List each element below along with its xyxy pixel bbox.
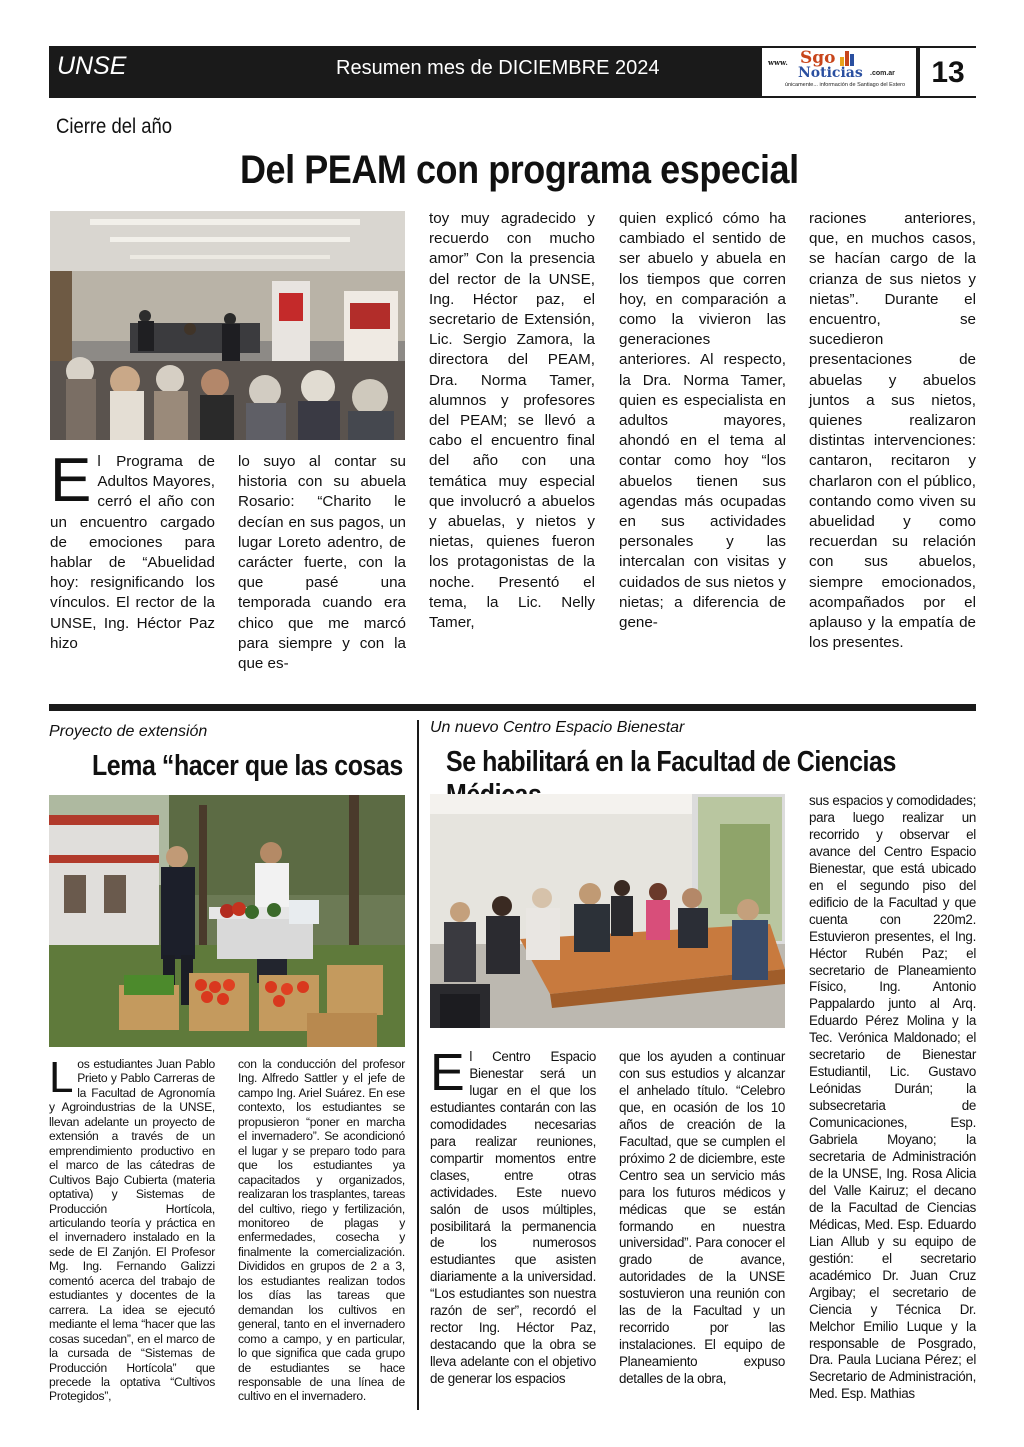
header-title: Resumen mes de DICIEMBRE 2024 (336, 57, 660, 79)
logo-sgo: Sgo (800, 48, 836, 68)
article2-column-2: con la conducción del profesor Ing. Alfredo Sattler y el jefe de campo Ing. Ariel Suárez. En ese contexto, los estudiantes se propusieron “poner en marcha el invernadero”. Se acondicionó el lugar y se preparo todo para que los estudiantes ya capacitados y organizados, realizaran los trasplantes, tareas del cultivo, riego y fertilización, monitoreo de plagas y enfermedades, cosecha y finalmente la comercialización. Divididos en grupos de 2 a 3, los estudiantes realizan todos los días las tareas que demandan los cultivos en general, tanto en el invernadero como a campo, y en particular, lo que significa que cada grupo de estudiantes se hace responsable de una línea de cultivo en el invernadero. (238, 1057, 405, 1404)
article1-section: Cierre del año (56, 115, 173, 138)
article2-headline: Lema “hacer que las cosas (92, 750, 403, 782)
article1-column-2: lo suyo al contar su historia con su abuela Rosario: “Charito le decían en sus pagos, un lugar Loreto adentro, de carácter fuerte, con la que pasé una temporada cuando era chico que me marcó para siempre y con la que es- (238, 453, 406, 673)
article3-column-2: que los ayuden a continuar con sus estudios y alcanzar el anhelado título. “Celebro que, en ocasión de los 10 años de creación de la Facultad, que se cumplen el próximo 2 de diciembre, este Centro sea un servicio más para los futuros médicos y médicas que se están formando en nuestra universidad”. Para conocer el grado de avance, autoridades de la UNSE sostuvieron una reunión con las de la Facultad y un recorrido por las instalaciones. El equipo de Planeamiento expuso detalles de la obra, (619, 1049, 785, 1387)
section-divider (49, 704, 976, 711)
article3-col1-text: l Centro Espacio Bienestar será un lugar en el que los estudiantes contarán con las comodidades necesarias para realizar reuniones, compartir momentos entre clases, entre otras actividades. Este nuevo salón de usos múltiples, posibilitará la permanencia de los numerosos estudiantes que asisten diariamente a la universidad. “Los estudiantes son nuestra razón de ser”, recordó el rector Ing. Héctor Paz, destacando que la obra se lleva adelante con el objetivo de generar los espacios (430, 1049, 596, 1387)
logo-bars-icon (840, 51, 854, 66)
article1-column-1 (50, 446, 215, 654)
logo-noticias: Noticias (798, 65, 863, 81)
article3-column-1 (430, 1044, 596, 1388)
logo-www: www. (768, 58, 788, 67)
article3-column-3: sus espacios y comodidades; para luego realizar un recorrido y observar el avance del Centro Espacio Bienestar, que está ubicado en el segundo piso del edificio de la Facultad y que cuenta con 220m2. Estuvieron presentes, el Ing. Héctor Rubén Paz; el secretario de Planeamiento Físico, Ing. Antonio Pappalardo junto al Arq. Eduardo Pérez Molina y la Tec. Verónica Maldonado; el secretario de Bienestar Estudiantil, Lic. Gustavo Leónidas Durán; la subsecretaria de Comunicaciones, Esp. Gabriela Moyano; la secretaria de Administración de la UNSE, Ing. Rosa Alicia del Valle Kairuz; el decano de la Facultad de Ciencias Médicas, Med. Esp. Eduardo Lian Allub y su equipo de gestión: el secretario académico Dr. Juan Cruz Argibay; el secretario de Ciencia y Técnica Dr. Melchor Emilio Luque y la responsable de Posgrado, Dra. Paula Luciana Pérez; el Secretario de Administración, Med. Esp. Mathias (809, 793, 976, 1402)
column-divider (417, 720, 419, 1410)
header-section: UNSE (57, 52, 127, 80)
sgo-noticias-logo (762, 48, 916, 96)
article1-photo (50, 211, 405, 440)
article3-drop-cap: E (430, 1044, 465, 1102)
article2-column-1 (49, 1053, 215, 1404)
article1-column-4: quien explicó cómo ha cambiado el sentido de ser abuelo y abuela en los tiempos que corren hoy, en comparación a como la vivieron las generaciones anteriores. Al respecto, la Dra. Norma Tamer, quien es especialista en adultos mayores, ahondó en el tema al contar como hoy “los abuelos tienen sus agendas más ocupadas en sus actividades personales y las intercalan con visitas y cuidados de sus nietos y nietas; a diferencia de gene- (619, 210, 786, 632)
article2-col1-text: os estudiantes Juan Pablo Prieto y Pablo Carreras de la Facultad de Agronomía y Agroindustrias de la UNSE, llevan adelante un proyecto de extensión a través de un emprendimiento productivo en el marco de las cátedras de Cultivos Bajo Cubierta (materia optativa) y Sistemas de Producción Hortícola, articulando teoría y práctica en el invernadero instalado en la sede de El Zanjón. El Profesor Mg. Ing. Fernando Galizzi comentó acerca del trabajo de estudiantes y docentes de la carrera. La idea se ejecutó mediante el lema “hacer que las cosas sucedan”, en el marco de la cursada de “Sistemas de Producción Hortícola” que precede la optativa “Cultivos Protegidos”, (49, 1057, 215, 1404)
page-number: 13 (931, 56, 965, 89)
article2-kicker: Proyecto de extensión (49, 723, 208, 740)
article2-photo (49, 795, 405, 1047)
article1-column-3: toy muy agradecido y recuerdo con mucho amor” Con la presencia del rector de la UNSE, Ing. Héctor paz, el secretario de Extensión, Lic. Sergio Zamora, la directora del PEAM, Dra. Norma Tamer, alumnos y profesores del PEAM; se llevó a cabo el encuentro final del año con una temática muy especial que involucró a abuelos y abuelas, y nietos y nietas, quienes fueron los protagonistas de la noche. Presentó el tema, la Lic. Nelly Tamer, (429, 210, 595, 632)
article1-col1-text: l Programa de Adultos Mayores, cerró el año con un encuentro cargado de emociones para hablar de “Abuelidad hoy: resignificando los vínculos. El rector de la UNSE, Ing. Héctor Paz hizo (50, 453, 215, 652)
logo-domain: .com.ar (870, 70, 895, 77)
article3-photo (430, 794, 785, 1028)
article1-headline: Del PEAM con programa especial (240, 148, 799, 192)
article2-drop-cap: L (49, 1053, 74, 1102)
logo-tagline: únicamente... información de Santiago del Estero (784, 82, 906, 88)
page-number-box (920, 48, 976, 96)
article1-drop-cap: E (50, 446, 92, 515)
article3-kicker: Un nuevo Centro Espacio Bienestar (430, 719, 685, 736)
article3-headline: Se habilitará en la Facultad de Ciencias (446, 746, 896, 778)
article1-column-5: raciones anteriores, que, en muchos casos, se hacían cargo de la crianza de sus nietos y nietas”. Durante el encuentro, se sucedieron presentaciones de abuelas y abuelos juntos a sus nietos, quienes realizaron distintas intervenciones: cantaron, recitaron y charlaron con el público, contando como viven su abuelidad y como recuerdan su relación con sus abuelos, siempre emocionados, acompañados por el aplauso y la empatía de los presentes. (809, 210, 976, 652)
